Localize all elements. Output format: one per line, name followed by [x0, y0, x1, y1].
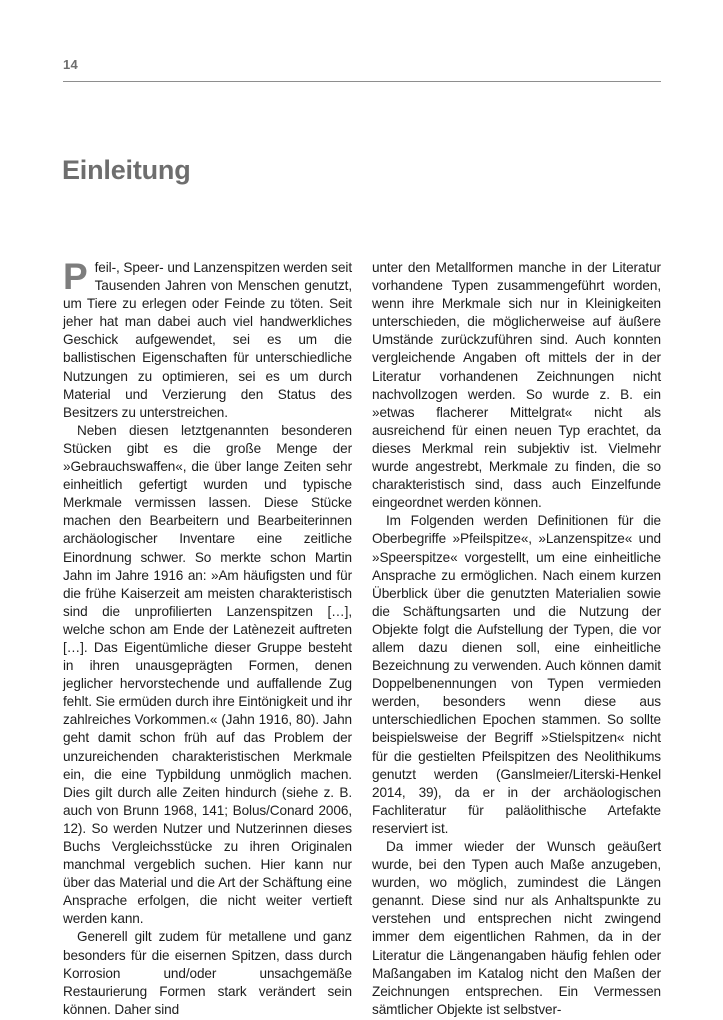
paragraph-dropcap	[63, 256, 352, 422]
text-column-right	[372, 259, 661, 1019]
drop-cap: P	[63, 256, 88, 297]
paragraph: Im Folgenden werden Definitionen für die Oberbegriffe »Pfeilspitze«, »Lanzenspitze« und »Speerspitze« vorgestellt, um eine einheitliche Ansprache zu ermöglichen. Nach einem kurzen Überblick über die genutzten Materialien sowie die Schäftungsarten und die Nutzung der Objekte folgt die Aufstellung der Typen, die vor allem dazu dienen soll, eine einheitliche Bezeichnung zu verwenden. Auch können damit Doppelbenennungen von Typen vermieden werden, besonders wenn diese aus unterschiedlichen Epochen stammen. So sollte beispielsweise der Begriff »Stielspitzen« nicht für die gestielten Pfeilspitzen des Neolithikums genutzt werden (Ganslmeier/Literski-Henkel 2014, 39), da er in der archäologischen Fachliteratur für paläolithische Artefakte reserviert ist.	[372, 513, 661, 836]
paragraph-text: feil-, Speer- und Lanzenspitzen werden seit Tausenden Jahren von Menschen genutzt, um Tiere zu erlegen oder Feinde zu töten. Seit jeher hat man dabei auch viel handwerkliches Geschick aufgewendet, sei es um die ballistischen Eigenschaften für unterschiedliche Nutzungen zu optimieren, sei es um durch Material und Verzierung den Status des Besitzers zu unterstreichen.	[63, 260, 352, 420]
chapter-title: Einleitung	[62, 155, 191, 185]
paragraph: Generell gilt zudem für metallene und ganz besonders für die eisernen Spitzen, dass durch Korrosion und/oder unsachgemäße Restaurierung Formen stark verändert sein können. Daher sind	[63, 929, 352, 1017]
paragraph: Da immer wieder der Wunsch geäußert wurde, bei den Typen auch Maße anzugeben, wurden, wo möglich, zumindest die Längen genannt. Diese sind nur als Anhaltspunkte zu verstehen und entsprechen nicht zwingend immer dem eigentlichen Rahmen, da in der Literatur die Längenangaben häufig fehlen oder Maßangaben im Katalog nicht den Maßen der Zeichnungen entsprechen. Ein Vermessen sämtlicher Objekte ist selbstver-	[372, 839, 661, 1017]
page-number: 14	[63, 57, 79, 72]
header-rule	[63, 81, 661, 82]
text-columns	[63, 256, 661, 1019]
text-column-left	[63, 256, 352, 1019]
paragraph: Neben diesen letztgenannten besonderen Stücken gibt es die große Menge der »Gebrauchswaffen«, die über lange Zeiten sehr einheitlich gefertigt wurden und typische Merkmale vermissen lassen. Diese Stücke machen den Bearbeitern und Bearbeiterinnen archäologischer Inventare eine zeitliche Einordnung schwer. So merkte schon Martin Jahn im Jahre 1916 an: »Am häufigsten und für die frühe Kaiserzeit am meisten charakteristisch sind die unprofilierten Lanzenspitzen […], welche schon am Ende der Latènezeit auftreten […]. Das Eigentümliche dieser Gruppe besteht in ihren unausgeprägten Formen, denen jeglicher hervorstechende und auffallende Zug fehlt. Sie ermüden durch ihre Eintönigkeit und ihr zahlreiches Vorkommen.« (Jahn 1916, 80). Jahn geht damit schon früh auf das Problem der unzureichenden charakteristischen Merkmale ein, die eine Typbildung unmöglich machen. Dies gilt durch alle Zeiten hindurch (siehe z. B. auch von Brunn 1968, 141; Bolus/Conard 2006, 12). So werden Nutzer und Nutzerinnen dieses Buchs Vergleichsstücke zu ihren Originalen manchmal vergeblich suchen. Hier kann nur über das Material und die Art der Schäftung eine Ansprache erfolgen, die nicht weiter vertieft werden kann.	[63, 422, 352, 927]
paragraph-continuation: unter den Metallformen manche in der Literatur vorhandene Typen zusammengeführt worden, wenn ihre Merkmale sich nur in Kleinigkeiten unterschieden, die möglicherweise auf äußere Umstände zurückzuführen sind. Auch konnten vergleichende Angaben oft mittels der in der Literatur vorhandenen Zeichnungen nicht nachvollzogen werden. So wurde z. B. ein »etwas flacherer Mittelgrat« nicht als ausreichend für einen neuen Typ erachtet, da dieses Merkmal rein subjektiv ist. Vielmehr wurde angestrebt, Merkmale zu finden, die so charakteristisch sind, dass auch Einzelfunde eingeordnet werden können.	[372, 260, 661, 511]
